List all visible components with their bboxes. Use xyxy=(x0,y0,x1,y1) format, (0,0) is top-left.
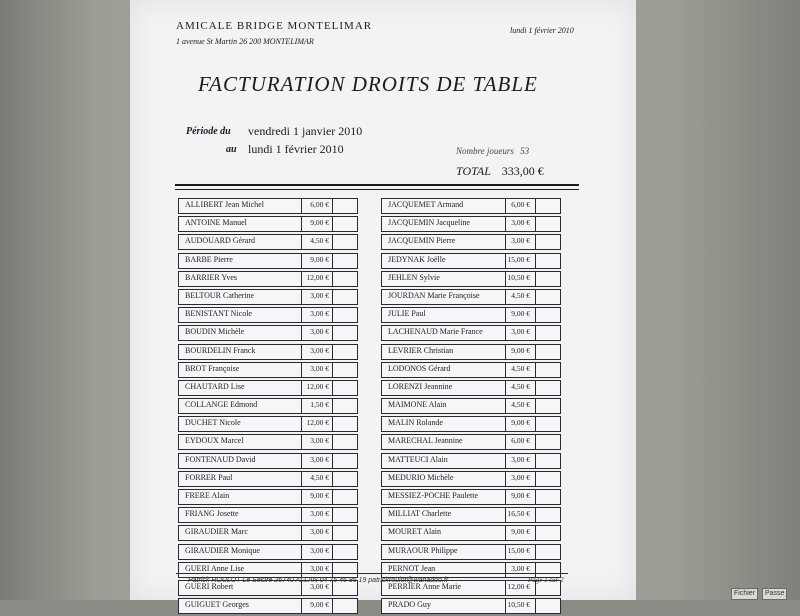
document-date: lundi 1 février 2010 xyxy=(510,26,574,35)
player-amount: 6,00 € xyxy=(511,436,530,446)
player-name: FORRER Paul xyxy=(185,472,233,482)
player-name: FONTENAUD David xyxy=(185,454,256,464)
cell-divider xyxy=(505,362,506,378)
player-name: GUERI Anne Lise xyxy=(185,563,245,573)
cell-divider xyxy=(535,307,536,323)
player-amount: 9,00 € xyxy=(511,418,530,428)
player-name: JACQUEMET Armand xyxy=(388,200,464,209)
player-amount: 9,00 € xyxy=(310,218,329,228)
player-row xyxy=(178,562,358,578)
player-row xyxy=(381,198,561,214)
cell-divider xyxy=(301,307,302,323)
player-amount: 15,00 € xyxy=(507,545,530,555)
cell-divider xyxy=(301,562,302,578)
player-row xyxy=(178,289,358,305)
cell-divider xyxy=(505,253,506,269)
player-row xyxy=(381,362,561,378)
cell-divider xyxy=(535,234,536,250)
cell-divider xyxy=(332,344,333,360)
cell-divider xyxy=(535,434,536,450)
cell-divider xyxy=(301,416,302,432)
cell-divider xyxy=(301,234,302,250)
player-name: JACQUEMIN Pierre xyxy=(388,236,456,246)
cell-divider xyxy=(505,380,506,396)
cell-divider xyxy=(535,507,536,523)
player-name: GUERI Robert xyxy=(185,581,234,591)
player-amount: 4,50 € xyxy=(310,236,329,246)
cell-divider xyxy=(301,489,302,505)
player-row xyxy=(381,507,561,523)
player-row xyxy=(178,216,358,232)
player-row xyxy=(178,362,358,378)
screen-button-right[interactable]: Passe xyxy=(762,588,787,600)
cell-divider xyxy=(301,344,302,360)
player-name: EYDOUX Marcel xyxy=(185,436,244,446)
cell-divider xyxy=(535,198,536,214)
player-row xyxy=(381,380,561,396)
player-amount: 3,00 € xyxy=(310,545,329,555)
player-name: BOUDIN Michèle xyxy=(185,327,245,337)
player-name: MARECHAL Jeannine xyxy=(388,436,463,446)
player-row xyxy=(381,289,561,305)
cell-divider xyxy=(535,344,536,360)
player-name: COLLANGE Edmond xyxy=(185,400,258,410)
player-name: PERRIER Anne Marie xyxy=(388,581,461,591)
cell-divider xyxy=(505,198,506,214)
cell-divider xyxy=(535,416,536,432)
cell-divider xyxy=(535,398,536,414)
players-label: Nombre joueurs xyxy=(456,146,514,156)
player-row xyxy=(178,344,358,360)
player-name: MEDURIO Michèle xyxy=(388,472,454,482)
player-name: ALLIBERT Jean Michel xyxy=(185,200,264,209)
cell-divider xyxy=(505,507,506,523)
cell-divider xyxy=(301,289,302,305)
player-amount: 9,00 € xyxy=(310,491,329,500)
player-row xyxy=(178,525,358,541)
player-name: PERNOT Jean xyxy=(388,563,436,573)
cell-divider xyxy=(332,253,333,269)
player-amount: 9,00 € xyxy=(511,491,530,500)
player-amount: 3,00 € xyxy=(310,527,329,537)
cell-divider xyxy=(332,562,333,578)
cell-divider xyxy=(535,216,536,232)
player-row xyxy=(178,489,358,505)
cell-divider xyxy=(332,216,333,232)
player-row xyxy=(381,434,561,450)
cell-divider xyxy=(332,380,333,396)
cell-divider xyxy=(301,271,302,287)
cell-divider xyxy=(332,271,333,287)
screen-button-left[interactable]: Fichier xyxy=(731,588,758,600)
period-from-value: vendredi 1 janvier 2010 xyxy=(248,124,363,138)
cell-divider xyxy=(505,471,506,487)
player-amount: 9,00 € xyxy=(310,600,329,610)
player-name: JACQUEMIN Jacqueline xyxy=(388,218,470,228)
player-name: GUIGUET Georges xyxy=(185,600,249,610)
player-row xyxy=(381,271,561,287)
cell-divider xyxy=(332,234,333,250)
cell-divider xyxy=(301,380,302,396)
player-name: MALIN Rolande xyxy=(388,418,443,428)
cell-divider xyxy=(301,525,302,541)
player-name: JULIE Paul xyxy=(388,309,426,319)
player-name: LEVRIER Christian xyxy=(388,345,454,355)
player-amount: 3,00 € xyxy=(310,509,329,519)
cell-divider xyxy=(332,398,333,414)
player-amount: 9,00 € xyxy=(511,309,530,319)
player-amount: 4,50 € xyxy=(511,400,530,410)
player-amount: 4,50 € xyxy=(310,472,329,482)
cell-divider xyxy=(301,253,302,269)
player-row xyxy=(381,416,561,432)
players-value: 53 xyxy=(520,146,530,156)
player-name: MILLIAT Charlette xyxy=(388,509,452,519)
player-name: JEHLEN Sylvie xyxy=(388,272,440,282)
player-amount: 6,00 € xyxy=(511,200,530,209)
cell-divider xyxy=(535,598,536,614)
player-row xyxy=(381,325,561,341)
player-name: BENISTANT Nicole xyxy=(185,309,252,319)
player-row xyxy=(381,344,561,360)
player-name: MOURET Alain xyxy=(388,527,441,537)
cell-divider xyxy=(505,489,506,505)
player-name: BROT Françoise xyxy=(185,363,240,373)
cell-divider xyxy=(505,580,506,596)
player-row xyxy=(178,416,358,432)
player-name: ANTOINE Manuel xyxy=(185,218,247,228)
player-row xyxy=(178,598,358,614)
player-row xyxy=(381,453,561,469)
player-name: BARRIER Yves xyxy=(185,272,238,282)
cell-divider xyxy=(535,453,536,469)
total-value: 333,00 € xyxy=(501,164,544,178)
player-amount: 10,50 € xyxy=(507,600,530,610)
cell-divider xyxy=(332,453,333,469)
player-row xyxy=(381,598,561,614)
player-row xyxy=(178,398,358,414)
player-name: GIRAUDIER Marc xyxy=(185,527,248,537)
cell-divider xyxy=(332,362,333,378)
player-name: FRIANG Josette xyxy=(185,509,239,519)
cell-divider xyxy=(505,289,506,305)
cell-divider xyxy=(535,544,536,560)
cell-divider xyxy=(505,434,506,450)
cell-divider xyxy=(301,471,302,487)
cell-divider xyxy=(505,525,506,541)
player-row xyxy=(381,307,561,323)
footer-contact: Patrick ROULOT Le Sestre 26740 ALLAN 04 75 46 86 19 patrickroulot@wanadoo.fr xyxy=(188,577,449,584)
player-row xyxy=(178,271,358,287)
player-amount: 9,00 € xyxy=(310,254,329,264)
player-row xyxy=(381,216,561,232)
player-amount: 3,00 € xyxy=(310,563,329,573)
player-amount: 9,00 € xyxy=(511,527,530,537)
cell-divider xyxy=(301,398,302,414)
cell-divider xyxy=(332,307,333,323)
player-row xyxy=(178,434,358,450)
player-amount: 3,00 € xyxy=(511,454,530,464)
player-row xyxy=(178,234,358,250)
cell-divider xyxy=(505,598,506,614)
cell-divider xyxy=(535,289,536,305)
total-amount xyxy=(456,164,544,179)
player-amount: 1,50 € xyxy=(310,400,329,410)
player-amount: 3,00 € xyxy=(310,363,329,373)
period-from-label: Période du xyxy=(186,126,231,137)
cell-divider xyxy=(301,434,302,450)
player-row xyxy=(381,234,561,250)
player-amount: 3,00 € xyxy=(310,454,329,464)
cell-divider xyxy=(535,489,536,505)
organization-address: 1 avenue St Martin 26 200 MONTELIMAR xyxy=(176,37,314,46)
player-name: MESSIEZ-POCHE Paulette xyxy=(388,491,478,500)
cell-divider xyxy=(535,271,536,287)
player-amount: 10,50 € xyxy=(507,272,530,282)
player-row xyxy=(381,525,561,541)
cell-divider xyxy=(535,380,536,396)
player-amount: 3,00 € xyxy=(310,581,329,591)
cell-divider xyxy=(301,598,302,614)
page-number: Page 1 sur 2 xyxy=(528,576,564,584)
player-amount: 3,00 € xyxy=(310,290,329,300)
cell-divider xyxy=(301,453,302,469)
player-name: LACHENAUD Marie France xyxy=(388,327,483,337)
player-name: FRERE Alain xyxy=(185,491,230,500)
player-row xyxy=(178,198,358,214)
cell-divider xyxy=(332,289,333,305)
player-amount: 3,00 € xyxy=(310,345,329,355)
footer-divider xyxy=(176,573,568,574)
player-amount: 12,00 € xyxy=(306,381,329,391)
player-name: CHAUTARD Lise xyxy=(185,381,245,391)
cell-divider xyxy=(505,216,506,232)
cell-divider xyxy=(535,325,536,341)
player-name: MURAOUR Philippe xyxy=(388,545,458,555)
cell-divider xyxy=(332,489,333,505)
player-name: BARBE Pierre xyxy=(185,254,233,264)
player-row xyxy=(381,398,561,414)
period-to-label: au xyxy=(226,144,237,155)
player-row xyxy=(178,544,358,560)
cell-divider xyxy=(505,416,506,432)
player-amount: 3,00 € xyxy=(511,236,530,246)
player-row xyxy=(178,471,358,487)
cell-divider xyxy=(301,216,302,232)
cell-divider xyxy=(332,525,333,541)
player-name: MAIMONE Alain xyxy=(388,400,447,410)
cell-divider xyxy=(301,325,302,341)
player-amount: 3,00 € xyxy=(310,436,329,446)
player-name: DUCHET Nicole xyxy=(185,418,241,428)
player-row xyxy=(381,253,561,269)
player-amount: 3,00 € xyxy=(310,309,329,319)
player-name: AUDOUARD Gérard xyxy=(185,236,255,246)
document-page xyxy=(130,0,636,610)
player-name: PRADO Guy xyxy=(388,600,431,610)
cell-divider xyxy=(332,325,333,341)
player-name: GIRAUDIER Monique xyxy=(185,545,260,555)
cell-divider xyxy=(332,598,333,614)
cell-divider xyxy=(505,398,506,414)
cell-divider xyxy=(332,434,333,450)
cell-divider xyxy=(505,234,506,250)
player-name: LORENZI Jeannine xyxy=(388,381,453,391)
player-row xyxy=(178,380,358,396)
cell-divider xyxy=(505,453,506,469)
player-name: JOURDAN Marie Françoise xyxy=(388,290,480,300)
cell-divider xyxy=(332,471,333,487)
header-divider xyxy=(175,184,579,186)
player-amount: 3,00 € xyxy=(310,327,329,337)
player-row xyxy=(381,489,561,505)
player-name: JEDYNAK Joëlle xyxy=(388,254,446,264)
player-amount: 4,50 € xyxy=(511,363,530,373)
cell-divider xyxy=(535,525,536,541)
player-amount: 12,00 € xyxy=(507,581,530,591)
cell-divider xyxy=(505,271,506,287)
player-amount: 4,50 € xyxy=(511,290,530,300)
cell-divider xyxy=(505,344,506,360)
player-name: MATTEUCI Alain xyxy=(388,454,448,464)
cell-divider xyxy=(332,507,333,523)
cell-divider xyxy=(301,507,302,523)
player-amount: 16,50 € xyxy=(507,509,530,519)
player-name: LODONOS Gérard xyxy=(388,363,451,373)
player-amount: 4,50 € xyxy=(511,381,530,391)
player-name: BOURDELIN Franck xyxy=(185,345,256,355)
period-to-value: lundi 1 février 2010 xyxy=(248,142,344,156)
cell-divider xyxy=(505,562,506,578)
cell-divider xyxy=(332,198,333,214)
player-row xyxy=(178,253,358,269)
player-amount: 3,00 € xyxy=(511,327,530,337)
cell-divider xyxy=(301,544,302,560)
player-amount: 3,00 € xyxy=(511,472,530,482)
player-amount: 15,00 € xyxy=(507,254,530,264)
player-amount: 9,00 € xyxy=(511,345,530,355)
header-divider-thin xyxy=(175,189,579,190)
player-amount: 12,00 € xyxy=(306,418,329,428)
cell-divider xyxy=(301,362,302,378)
player-row xyxy=(381,544,561,560)
total-label: TOTAL xyxy=(456,164,491,178)
cell-divider xyxy=(505,544,506,560)
cell-divider xyxy=(332,416,333,432)
player-row xyxy=(381,471,561,487)
player-amount: 6,00 € xyxy=(310,200,329,209)
player-name: BELTOUR Catherine xyxy=(185,290,255,300)
player-row xyxy=(178,453,358,469)
cell-divider xyxy=(332,544,333,560)
players-count xyxy=(456,146,529,156)
player-amount: 3,00 € xyxy=(511,563,530,573)
cell-divider xyxy=(535,471,536,487)
organization-name: AMICALE BRIDGE MONTELIMAR xyxy=(176,20,373,32)
player-amount: 12,00 € xyxy=(306,272,329,282)
document-title: FACTURATION DROITS DE TABLE xyxy=(198,72,538,96)
player-row xyxy=(178,325,358,341)
player-row xyxy=(178,507,358,523)
player-row xyxy=(178,307,358,323)
cell-divider xyxy=(301,198,302,214)
cell-divider xyxy=(505,307,506,323)
cell-divider xyxy=(505,325,506,341)
player-amount: 3,00 € xyxy=(511,218,530,228)
players-list-left xyxy=(178,198,358,616)
players-list-right xyxy=(381,198,561,616)
cell-divider xyxy=(535,253,536,269)
cell-divider xyxy=(535,362,536,378)
